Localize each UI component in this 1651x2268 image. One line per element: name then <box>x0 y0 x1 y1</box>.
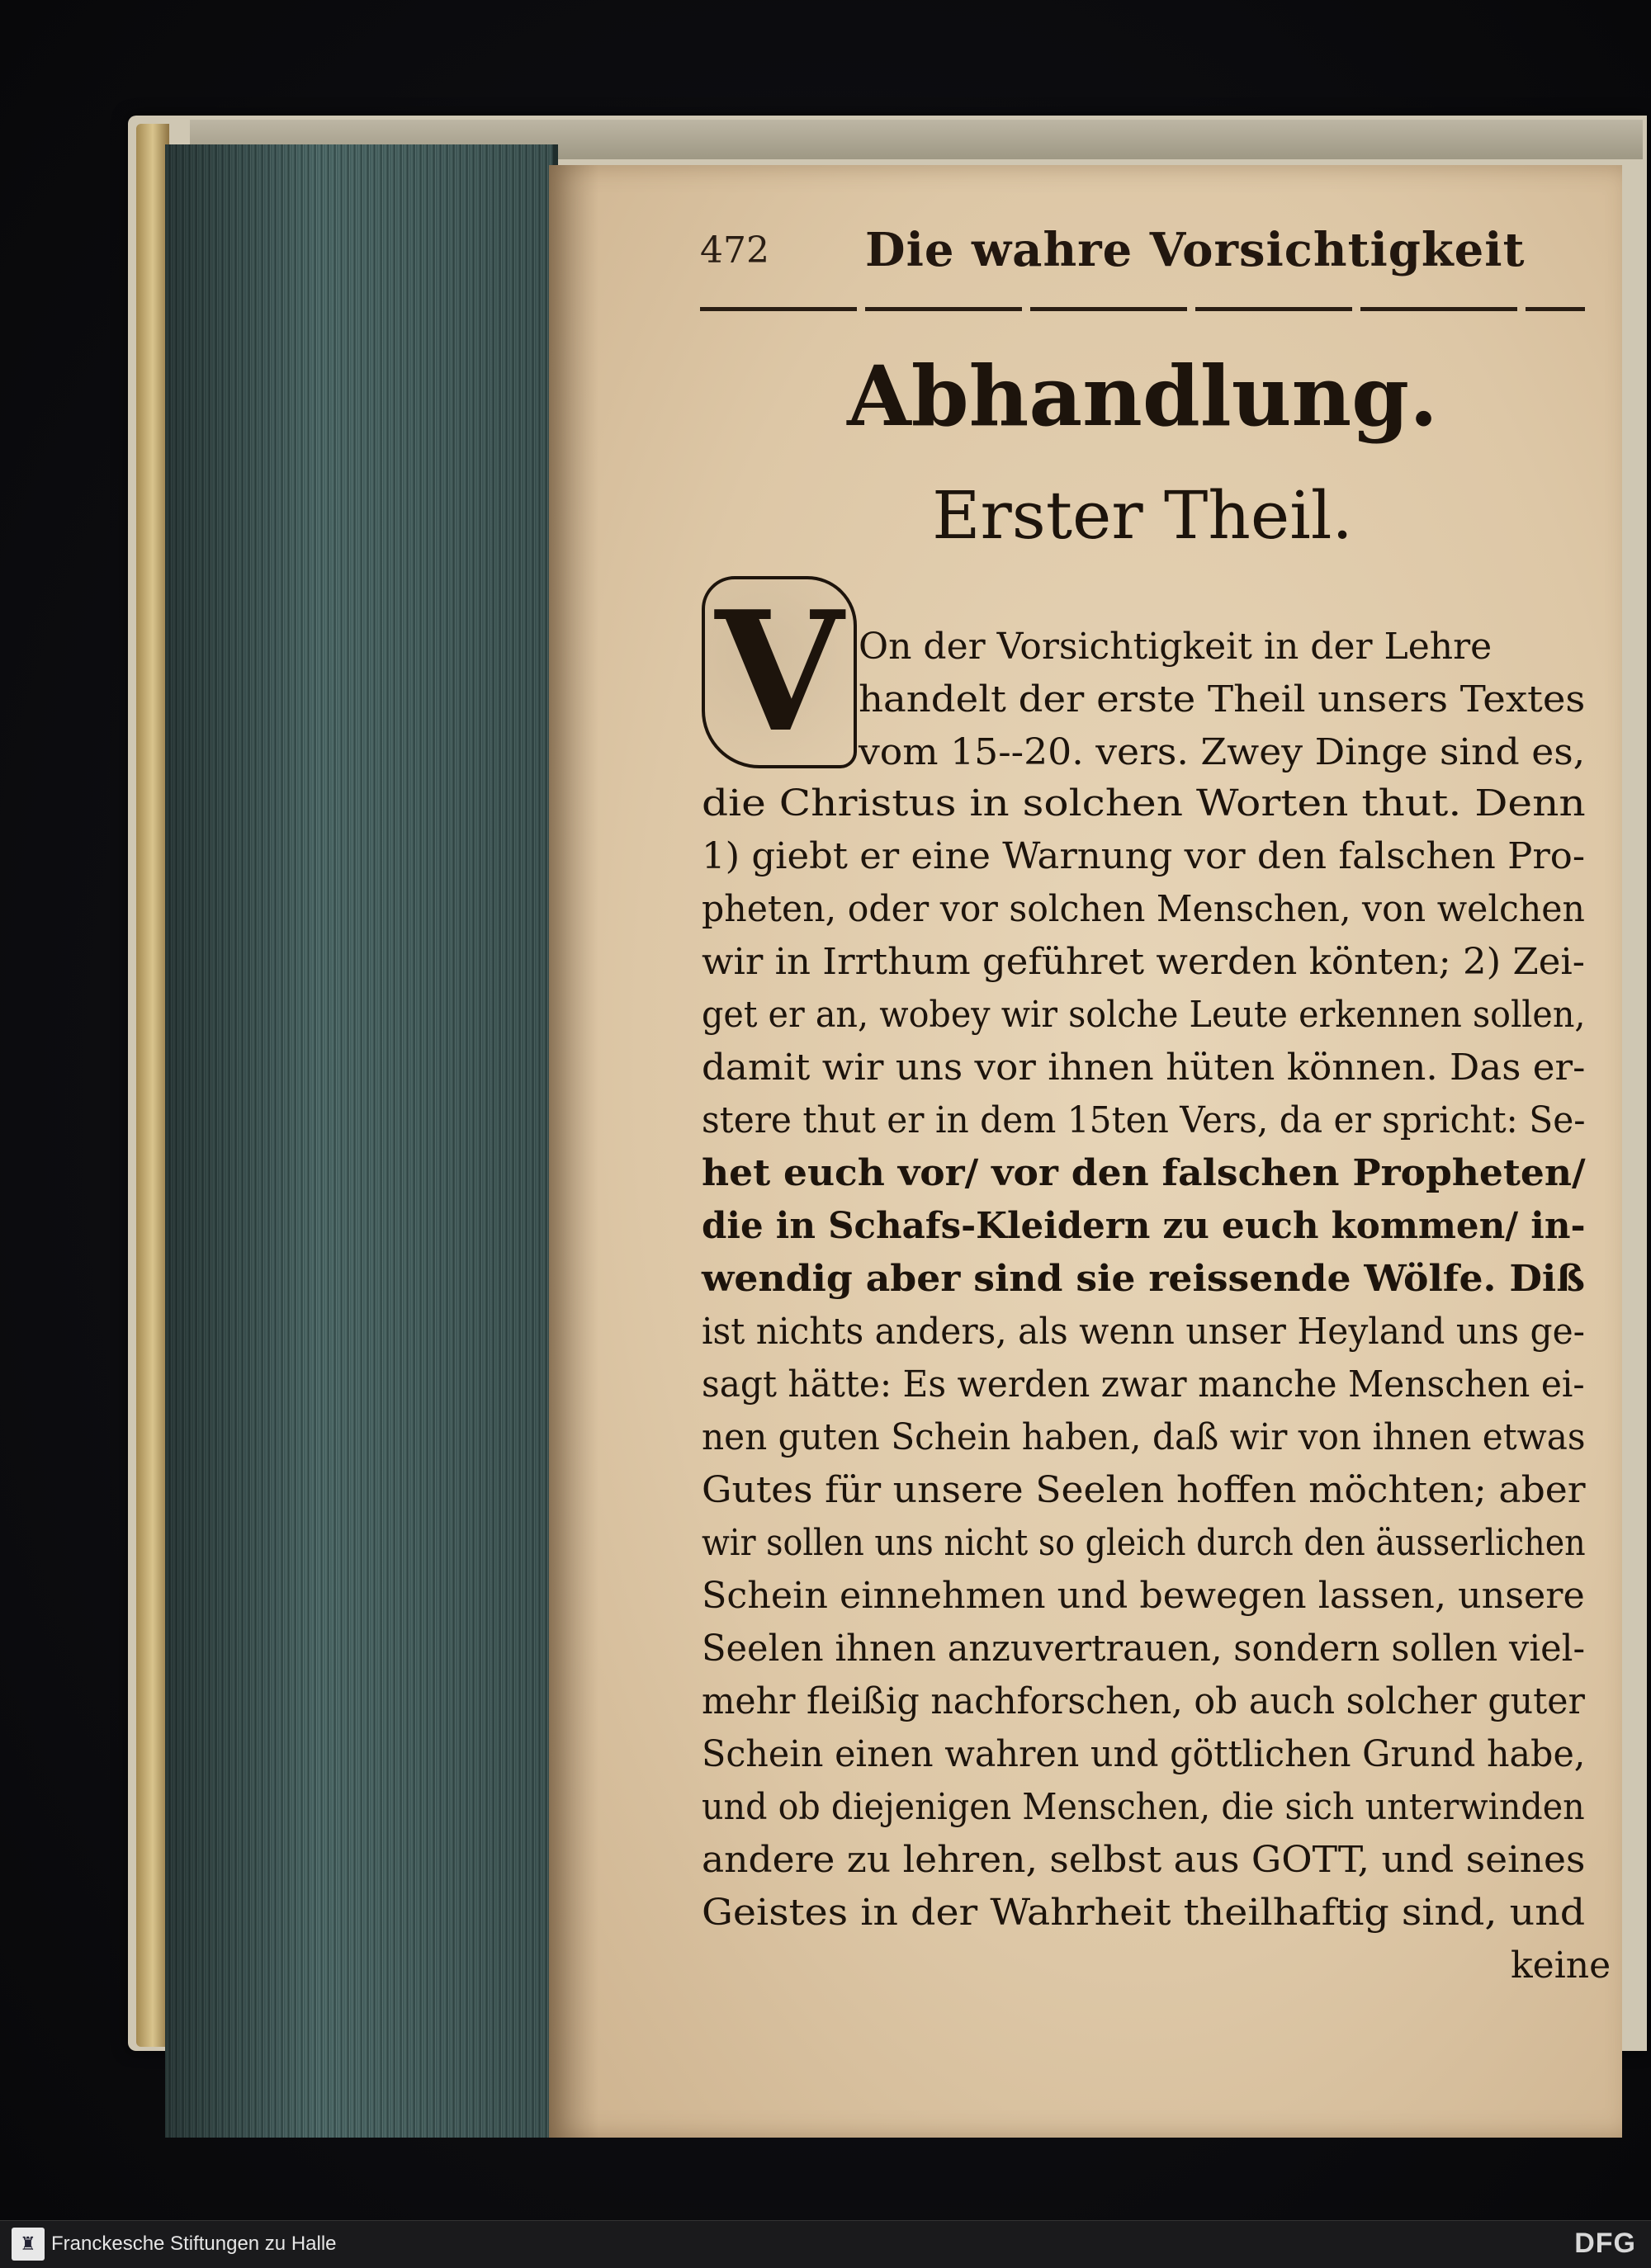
ornamental-drop-cap: V <box>702 576 857 768</box>
text-line-quotation: wendig aber sind sie reissende Wölfe. Diß <box>702 1258 1585 1300</box>
viewer-footer-bar <box>0 2220 1651 2268</box>
text-line: 1) giebt er eine Warnung vor den falschen Pro- <box>702 835 1586 877</box>
page-block-shade <box>165 144 553 2138</box>
francke-foundation-logo-icon: ♜ <box>12 2228 45 2261</box>
running-title: Die wahre Vorsichtigkeit <box>865 223 1526 277</box>
page-header <box>700 223 1585 287</box>
section-heading: Abhandlung. <box>847 347 1438 445</box>
text-line: wir sollen uns nicht so gleich durch den äusserlichen <box>702 1522 1586 1564</box>
section-subheading: Erster Theil. <box>932 477 1353 554</box>
text-line: nen guten Schein haben, daß wir von ihnen etwas <box>702 1416 1586 1458</box>
header-rule <box>700 307 1585 311</box>
text-line: On der Vorsichtigkeit in der Lehre <box>859 626 1493 668</box>
catchword: keine <box>1511 1944 1611 1987</box>
text-line: stere thut er in dem 15ten Vers, da er spricht: Se- <box>702 1099 1586 1141</box>
text-line: sagt hätte: Es werden zwar manche Menschen ei- <box>702 1363 1585 1406</box>
text-line: und ob diejenigen Menschen, die sich unterwinden <box>702 1786 1585 1828</box>
text-line: Schein einen wahren und göttlichen Grund habe, <box>702 1733 1586 1775</box>
text-line: mehr fleißig nachforschen, ob auch solcher guter <box>702 1680 1585 1722</box>
text-line: pheten, oder vor solchen Menschen, von welchen <box>702 888 1585 930</box>
text-line-quotation: die in Schafs-Kleidern zu euch kommen/ in- <box>702 1205 1586 1247</box>
text-line: die Christus in solchen Worten thut. Denn <box>702 782 1586 825</box>
text-line: Gutes für unsere Seelen hoffen möchten; aber <box>702 1469 1586 1511</box>
footer-institution: Franckesche Stiftungen zu Halle <box>51 2233 337 2255</box>
text-line: andere zu lehren, selbst aus GOTT, und seines <box>702 1839 1586 1881</box>
text-line: ist nichts anders, als wenn unser Heyland uns ge- <box>702 1311 1585 1353</box>
text-line: Seelen ihnen anzuvertrauen, sondern sollen viel- <box>702 1628 1586 1670</box>
dfg-badge: DFG <box>1574 2228 1636 2259</box>
text-line: vom 15--20. vers. Zwey Dinge sind es, <box>859 731 1586 773</box>
book-spine-gilt-edge <box>136 124 169 2047</box>
text-line: Schein einnehmen und bewegen lassen, unsere <box>702 1575 1585 1617</box>
text-line: get er an, wobey wir solche Leute erkennen sollen, <box>702 994 1586 1036</box>
text-line-quotation: het euch vor/ vor den falschen Propheten/ <box>702 1152 1586 1194</box>
text-line: damit wir uns vor ihnen hüten können. Das er- <box>702 1047 1586 1089</box>
text-line: handelt der erste Theil unsers Textes <box>859 678 1586 721</box>
page-gutter-shadow <box>549 165 598 2138</box>
page-number: 472 <box>700 229 769 272</box>
text-line: wir in Irrthum geführet werden könten; 2) Zei- <box>702 941 1585 983</box>
text-line: Geistes in der Wahrheit theilhaftig sind, und <box>702 1892 1586 1934</box>
